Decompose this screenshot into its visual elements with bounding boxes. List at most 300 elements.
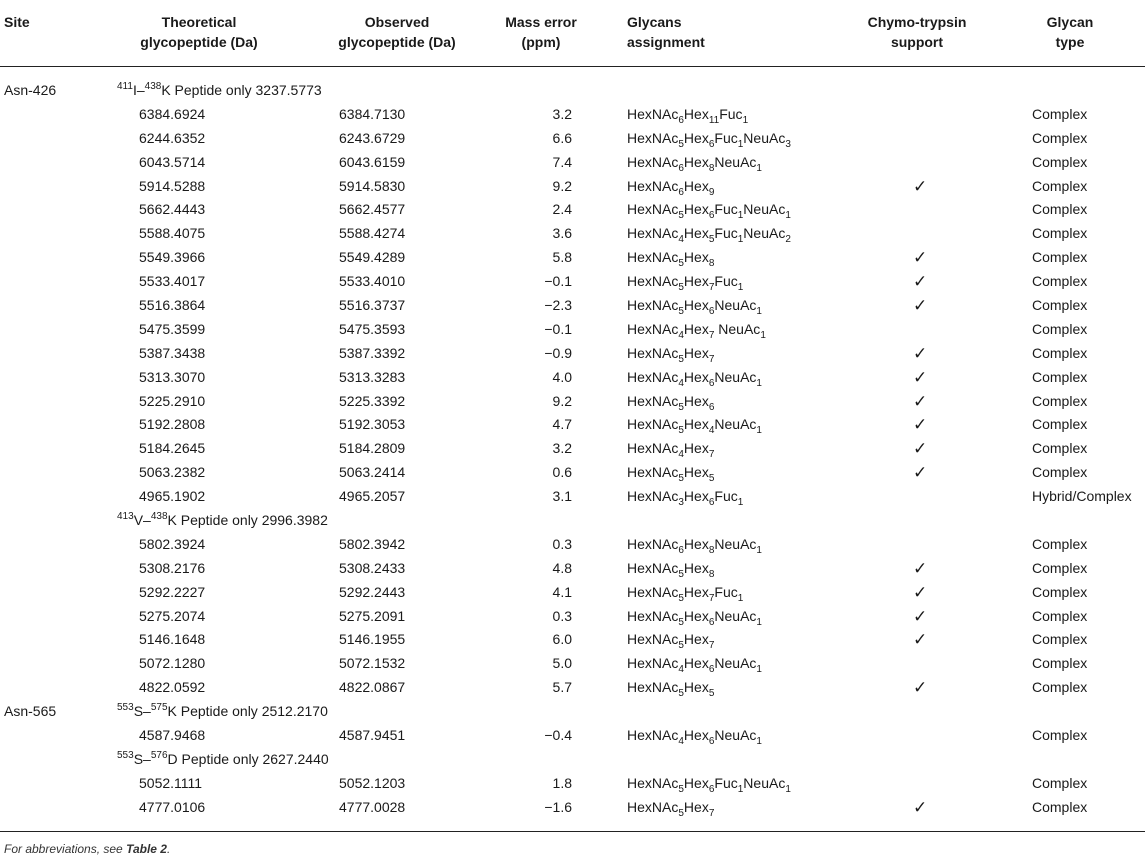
mass-error: 4.1 bbox=[552, 583, 572, 600]
table-row bbox=[0, 533, 1145, 557]
glycan-composition bbox=[627, 485, 743, 509]
observed-mass: 5052.1203 bbox=[339, 774, 406, 791]
table-row bbox=[0, 175, 1145, 199]
glycan-count: 6 bbox=[708, 210, 715, 222]
peptide-start-residue: S bbox=[133, 703, 144, 720]
glycan-residue: Fuc bbox=[714, 201, 738, 218]
glycan-type: Complex bbox=[1032, 129, 1088, 146]
check-icon: ✓ bbox=[913, 582, 928, 602]
table-row bbox=[0, 103, 1145, 127]
glycan-residue: HexNAc bbox=[627, 774, 679, 791]
mass-error: 1.8 bbox=[552, 774, 572, 791]
glycan-type: Complex bbox=[1032, 297, 1088, 314]
glycan-residue: HexNAc bbox=[627, 368, 679, 385]
glycan-residue: Hex bbox=[683, 129, 709, 146]
check-icon: ✓ bbox=[913, 439, 928, 459]
glycan-type: Complex bbox=[1032, 225, 1088, 242]
glycan-count: 5 bbox=[678, 258, 684, 270]
glycan-count: 6 bbox=[708, 664, 715, 676]
glycan-residue: NeuAc bbox=[714, 368, 757, 385]
table-footnote: For abbreviations, see Table 2. bbox=[4, 842, 171, 856]
table-row bbox=[0, 127, 1145, 151]
table-row bbox=[0, 676, 1145, 700]
peptide-label: $^{553}$S–$^{576}$D Peptide only 2627.2440 bbox=[117, 749, 329, 767]
glycan-count: 1 bbox=[737, 783, 744, 795]
glycan-type: Complex bbox=[1032, 631, 1088, 648]
glycan-composition bbox=[627, 652, 762, 676]
glycan-composition bbox=[627, 294, 762, 318]
mass-error: 9.2 bbox=[552, 177, 572, 194]
glycan-count: 5 bbox=[678, 210, 684, 222]
observed-mass: 5914.5830 bbox=[339, 177, 406, 194]
header-glycans: Glycans assignment bbox=[627, 14, 705, 50]
glycan-count: 1 bbox=[742, 114, 749, 126]
glycan-composition bbox=[627, 390, 714, 414]
glycan-count: 1 bbox=[785, 783, 791, 795]
glycan-type: Complex bbox=[1032, 774, 1088, 791]
glycan-type: Complex bbox=[1032, 535, 1088, 552]
glycan-residue: NeuAc bbox=[743, 129, 786, 146]
peptide-only-label: Peptide only bbox=[170, 82, 256, 98]
glycan-count: 7 bbox=[708, 640, 715, 652]
check-icon: ✓ bbox=[913, 630, 928, 650]
table-row bbox=[0, 557, 1145, 581]
theoretical-mass: 5072.1280 bbox=[139, 655, 206, 672]
glycan-composition bbox=[627, 557, 714, 581]
glycan-composition bbox=[627, 246, 714, 270]
glycan-residue: HexNAc bbox=[627, 727, 679, 744]
glycan-residue: Hex bbox=[683, 225, 709, 242]
glycan-count: 5 bbox=[678, 353, 684, 365]
observed-mass: 5662.4577 bbox=[339, 201, 406, 218]
glycan-count: 6 bbox=[678, 162, 684, 174]
observed-mass: 4587.9451 bbox=[339, 727, 406, 744]
glycan-residue: HexNAc bbox=[627, 225, 679, 242]
glycan-composition bbox=[627, 366, 762, 390]
glycan-count: 7 bbox=[708, 353, 715, 365]
observed-mass: 5387.3392 bbox=[339, 344, 406, 361]
glycan-type: Complex bbox=[1032, 177, 1088, 194]
observed-mass: 5588.4274 bbox=[339, 225, 406, 242]
glycan-residue: Hex bbox=[683, 105, 709, 122]
observed-mass: 6384.7130 bbox=[339, 105, 406, 122]
glycan-count: 8 bbox=[708, 568, 715, 580]
glycan-residue: NeuAc bbox=[714, 297, 757, 314]
glycan-residue: Fuc bbox=[714, 225, 738, 242]
observed-mass: 5308.2433 bbox=[339, 559, 406, 576]
mass-error: 2.4 bbox=[552, 201, 572, 218]
glycan-residue: Hex bbox=[683, 488, 709, 505]
glycan-residue: Hex bbox=[683, 655, 709, 672]
glycan-composition bbox=[627, 796, 714, 820]
peptide-label: $^{411}$I–$^{438}$K Peptide only 3237.5773 bbox=[117, 81, 322, 98]
peptide-start-residue: S bbox=[133, 750, 144, 767]
table-reference-link: Table 2 bbox=[126, 842, 167, 856]
glycan-count: 5 bbox=[678, 592, 684, 604]
mass-error: 0.6 bbox=[552, 464, 572, 481]
glycan-count: 5 bbox=[678, 138, 684, 150]
glycan-residue: NeuAc bbox=[743, 774, 786, 791]
peptide-mass: 2996.3982 bbox=[261, 512, 328, 529]
peptide-end-residue: K bbox=[161, 82, 171, 98]
glycan-residue: HexNAc bbox=[627, 607, 679, 624]
mass-error: −0.1 bbox=[544, 320, 572, 337]
mass-error: −0.9 bbox=[544, 344, 572, 361]
header-chymo: Chymo-trypsin support bbox=[867, 14, 967, 50]
glycan-composition bbox=[627, 318, 766, 342]
glycan-type: Complex bbox=[1032, 320, 1088, 337]
glycan-residue: HexNAc bbox=[627, 392, 679, 409]
glycan-residue: HexNAc bbox=[627, 416, 679, 433]
glycan-residue: NeuAc bbox=[714, 416, 757, 433]
peptide-end-position: 575 bbox=[150, 702, 168, 714]
glycan-residue: HexNAc bbox=[627, 177, 679, 194]
peptide-end-residue: D bbox=[167, 750, 178, 767]
mass-error: −1.6 bbox=[544, 798, 572, 815]
mass-error: −2.3 bbox=[544, 297, 572, 314]
observed-mass: 6243.6729 bbox=[339, 129, 406, 146]
glycan-composition bbox=[627, 533, 762, 557]
header-site: Site bbox=[4, 14, 30, 30]
observed-mass: 5146.1955 bbox=[339, 631, 406, 648]
mass-error: 9.2 bbox=[552, 392, 572, 409]
glycan-residue: NeuAc bbox=[743, 225, 786, 242]
glycan-residue: Hex bbox=[683, 440, 709, 457]
check-icon: ✓ bbox=[913, 558, 928, 578]
glycan-count: 5 bbox=[678, 282, 684, 294]
peptide-start-position: 413 bbox=[117, 511, 134, 523]
mass-error: 4.0 bbox=[552, 368, 572, 385]
glycan-count: 6 bbox=[678, 544, 684, 556]
glycan-type: Complex bbox=[1032, 201, 1088, 218]
peptide-only-label: Peptide only bbox=[176, 703, 262, 720]
observed-mass: 5533.4010 bbox=[339, 273, 406, 290]
glycan-type: Complex bbox=[1032, 153, 1088, 170]
table-row bbox=[0, 222, 1145, 246]
glycan-count: 6 bbox=[708, 306, 715, 318]
glycan-residue: Fuc bbox=[714, 273, 738, 290]
glycan-residue: NeuAc bbox=[714, 655, 757, 672]
peptide-label: $^{413}$V–$^{438}$K Peptide only 2996.3982 bbox=[117, 511, 328, 529]
peptide-end-position: 576 bbox=[150, 749, 168, 761]
table-row bbox=[0, 342, 1145, 366]
table-row bbox=[0, 437, 1145, 461]
mass-error: 3.2 bbox=[552, 440, 572, 457]
mass-error: 3.1 bbox=[552, 488, 572, 505]
table-row bbox=[0, 318, 1145, 342]
glycan-composition bbox=[627, 103, 748, 127]
glycan-count: 1 bbox=[756, 425, 762, 437]
table-row bbox=[0, 605, 1145, 629]
glycan-residue: NeuAc bbox=[714, 727, 757, 744]
glycan-count: 1 bbox=[756, 377, 762, 389]
glycan-residue: Hex bbox=[683, 679, 709, 696]
peptide-start-residue: I bbox=[132, 82, 137, 98]
glycan-count: 5 bbox=[708, 234, 715, 246]
glycan-count: 4 bbox=[678, 234, 684, 246]
glycan-count: 5 bbox=[678, 783, 684, 795]
theoretical-mass: 5475.3599 bbox=[139, 320, 206, 337]
theoretical-mass: 5192.2808 bbox=[139, 416, 206, 433]
glycan-residue: Hex bbox=[683, 559, 709, 576]
glycan-residue: Hex bbox=[683, 583, 709, 600]
peptide-start-position: 553 bbox=[117, 749, 134, 761]
theoretical-mass: 6043.5714 bbox=[139, 153, 206, 170]
glycan-count: 6 bbox=[708, 616, 715, 628]
theoretical-mass: 5533.4017 bbox=[139, 273, 206, 290]
glycan-count: 4 bbox=[708, 425, 715, 437]
site-cell: Asn-565 bbox=[4, 703, 57, 720]
header-theoretical: Theoretical glycopeptide (Da) bbox=[140, 14, 258, 50]
theoretical-mass: 6384.6924 bbox=[139, 105, 206, 122]
glycan-count: 1 bbox=[737, 210, 744, 222]
peptide-mass: 3237.5773 bbox=[255, 82, 322, 98]
glycan-residue: NeuAc bbox=[714, 607, 757, 624]
glycan-type: Complex bbox=[1032, 344, 1088, 361]
glycan-count: 1 bbox=[737, 497, 744, 509]
glycan-residue: HexNAc bbox=[627, 105, 679, 122]
table-row bbox=[0, 485, 1145, 509]
glycan-type: Complex bbox=[1032, 464, 1088, 481]
theoretical-mass: 5225.2910 bbox=[139, 392, 206, 409]
header-mass-error: Mass error (ppm) bbox=[505, 14, 577, 50]
glycan-count: 6 bbox=[708, 377, 715, 389]
glycan-composition bbox=[627, 222, 791, 246]
glycan-composition bbox=[627, 198, 791, 222]
table-row bbox=[0, 246, 1145, 270]
mass-error: 7.4 bbox=[552, 153, 572, 170]
glycan-count: 11 bbox=[708, 114, 720, 126]
peptide-row bbox=[0, 79, 1145, 103]
observed-mass: 6043.6159 bbox=[339, 153, 406, 170]
glycan-residue: Hex bbox=[683, 368, 709, 385]
observed-mass: 5292.2443 bbox=[339, 583, 406, 600]
mass-error: 4.8 bbox=[552, 559, 572, 576]
glycan-residue: HexNAc bbox=[627, 488, 679, 505]
glycan-residue: Hex bbox=[683, 344, 709, 361]
glycan-count: 4 bbox=[678, 377, 684, 389]
glycan-count: 6 bbox=[708, 736, 715, 748]
glycan-count: 1 bbox=[756, 162, 762, 174]
glycan-composition bbox=[627, 461, 714, 485]
glycan-count: 5 bbox=[678, 807, 684, 819]
glycan-count: 7 bbox=[708, 329, 715, 341]
theoretical-mass: 5052.1111 bbox=[139, 774, 203, 791]
glycan-residue: HexNAc bbox=[627, 201, 679, 218]
glycan-type: Complex bbox=[1032, 368, 1088, 385]
glycan-count: 5 bbox=[708, 473, 715, 485]
glycan-count: 1 bbox=[760, 329, 766, 341]
glycan-count: 8 bbox=[708, 162, 715, 174]
peptide-end-residue: K bbox=[167, 703, 177, 720]
peptide-label: $^{553}$S–$^{575}$K Peptide only 2512.2170 bbox=[117, 702, 328, 720]
observed-mass: 5072.1532 bbox=[339, 655, 406, 672]
mass-error: 5.0 bbox=[552, 655, 572, 672]
glycan-count: 4 bbox=[678, 736, 684, 748]
glycan-residue: HexNAc bbox=[627, 583, 679, 600]
mass-error: 5.8 bbox=[552, 249, 572, 266]
glycan-composition bbox=[627, 676, 714, 700]
theoretical-mass: 4587.9468 bbox=[139, 727, 206, 744]
glycan-composition bbox=[627, 772, 791, 796]
glycan-count: 7 bbox=[708, 282, 715, 294]
observed-mass: 5275.2091 bbox=[339, 607, 406, 624]
glycan-residue: Hex bbox=[683, 177, 709, 194]
table-row bbox=[0, 294, 1145, 318]
glycan-count: 5 bbox=[678, 568, 684, 580]
glycan-count: 6 bbox=[678, 186, 684, 198]
observed-mass: 4822.0867 bbox=[339, 679, 406, 696]
glycan-residue: HexNAc bbox=[627, 249, 679, 266]
glycan-composition bbox=[627, 581, 743, 605]
glycan-type: Complex bbox=[1032, 416, 1088, 433]
glycan-count: 6 bbox=[708, 401, 715, 413]
mass-error: 6.0 bbox=[552, 631, 572, 648]
glycan-count: 5 bbox=[708, 688, 715, 700]
check-icon: ✓ bbox=[913, 367, 928, 387]
table-row bbox=[0, 151, 1145, 175]
glycan-residue: HexNAc bbox=[627, 679, 679, 696]
theoretical-mass: 5549.3966 bbox=[139, 249, 206, 266]
check-icon: ✓ bbox=[913, 176, 928, 196]
mass-error: 4.7 bbox=[552, 416, 572, 433]
glycan-count: 4 bbox=[678, 664, 684, 676]
glycan-count: 5 bbox=[678, 688, 684, 700]
glycan-count: 5 bbox=[678, 640, 684, 652]
glycan-count: 1 bbox=[737, 138, 744, 150]
header-divider bbox=[0, 66, 1145, 67]
table-row bbox=[0, 724, 1145, 748]
theoretical-mass: 5146.1648 bbox=[139, 631, 206, 648]
glycan-type: Complex bbox=[1032, 440, 1088, 457]
glycan-count: 6 bbox=[678, 114, 684, 126]
glycan-composition bbox=[627, 413, 762, 437]
observed-mass: 4777.0028 bbox=[339, 798, 406, 815]
glycan-count: 2 bbox=[785, 234, 791, 246]
glycan-count: 1 bbox=[756, 306, 762, 318]
glycan-composition bbox=[627, 628, 714, 652]
glycan-residue: HexNAc bbox=[627, 153, 679, 170]
theoretical-mass: 5292.2227 bbox=[139, 583, 206, 600]
glycan-count: 7 bbox=[708, 807, 715, 819]
table-row bbox=[0, 366, 1145, 390]
check-icon: ✓ bbox=[913, 606, 928, 626]
glycan-type: Complex bbox=[1032, 105, 1088, 122]
peptide-end-position: 438 bbox=[144, 81, 162, 92]
table-row bbox=[0, 581, 1145, 605]
glycan-composition bbox=[627, 437, 714, 461]
table-row bbox=[0, 772, 1145, 796]
table-row bbox=[0, 461, 1145, 485]
glycan-residue: Hex bbox=[683, 153, 709, 170]
glycan-residue: Hex bbox=[683, 798, 709, 815]
glycan-count: 1 bbox=[737, 234, 744, 246]
glycan-residue: NeuAc bbox=[714, 535, 757, 552]
peptide-start-residue: V bbox=[133, 512, 144, 529]
table-row bbox=[0, 652, 1145, 676]
glycan-composition bbox=[627, 270, 743, 294]
glycan-residue: HexNAc bbox=[627, 631, 679, 648]
peptide-only-label: Peptide only bbox=[177, 750, 263, 767]
glycan-residue: HexNAc bbox=[627, 559, 679, 576]
peptide-row bbox=[0, 509, 1145, 533]
glycan-type: Complex bbox=[1032, 655, 1088, 672]
theoretical-mass: 5516.3864 bbox=[139, 297, 206, 314]
table-bottom-rule bbox=[0, 831, 1145, 832]
table-row bbox=[0, 413, 1145, 437]
observed-mass: 5549.4289 bbox=[339, 249, 406, 266]
glycan-count: 1 bbox=[785, 210, 791, 222]
table-row bbox=[0, 270, 1145, 294]
mass-error: −0.4 bbox=[544, 727, 572, 744]
glycan-residue: Hex bbox=[683, 607, 709, 624]
mass-error: 0.3 bbox=[552, 607, 572, 624]
glycan-residue: Hex bbox=[683, 273, 709, 290]
theoretical-mass: 5914.5288 bbox=[139, 177, 206, 194]
glycan-type: Complex bbox=[1032, 559, 1088, 576]
observed-mass: 4965.2057 bbox=[339, 488, 406, 505]
peptide-end-residue: K bbox=[167, 512, 177, 529]
glycan-count: 1 bbox=[737, 592, 744, 604]
glycan-residue: HexNAc bbox=[627, 273, 679, 290]
theoretical-mass: 5184.2645 bbox=[139, 440, 206, 457]
table-body bbox=[0, 79, 1145, 820]
glycan-count: 8 bbox=[708, 544, 715, 556]
header-glycan-type: Glycan type bbox=[1046, 14, 1094, 50]
glycan-residue: Fuc bbox=[714, 488, 738, 505]
table-row bbox=[0, 390, 1145, 414]
peptide-only-label: Peptide only bbox=[176, 512, 262, 529]
glycan-residue: NeuAc bbox=[714, 153, 757, 170]
observed-mass: 5313.3283 bbox=[339, 368, 406, 385]
check-icon: ✓ bbox=[913, 391, 928, 411]
theoretical-mass: 5313.3070 bbox=[139, 368, 206, 385]
glycan-count: 4 bbox=[678, 449, 684, 461]
glycan-count: 6 bbox=[708, 138, 715, 150]
glycan-composition bbox=[627, 342, 714, 366]
glycan-residue: Fuc bbox=[714, 774, 738, 791]
mass-error: 3.2 bbox=[552, 105, 572, 122]
observed-mass: 5475.3593 bbox=[339, 320, 406, 337]
glycan-count: 6 bbox=[708, 497, 715, 509]
glycan-type: Complex bbox=[1032, 273, 1088, 290]
glycan-residue: HexNAc bbox=[627, 440, 679, 457]
mass-error: 3.6 bbox=[552, 225, 572, 242]
theoretical-mass: 5662.4443 bbox=[139, 201, 206, 218]
glycan-count: 4 bbox=[678, 329, 684, 341]
glycan-count: 1 bbox=[756, 664, 762, 676]
check-icon: ✓ bbox=[913, 296, 928, 316]
glycan-residue: NeuAc bbox=[714, 320, 761, 337]
table-row bbox=[0, 628, 1145, 652]
peptide-mass: 2512.2170 bbox=[261, 703, 328, 720]
glycan-count: 7 bbox=[708, 592, 715, 604]
glycan-type: Complex bbox=[1032, 392, 1088, 409]
glycan-residue: HexNAc bbox=[627, 535, 679, 552]
glycan-type: Complex bbox=[1032, 583, 1088, 600]
glycan-composition bbox=[627, 151, 762, 175]
glycan-count: 7 bbox=[708, 449, 715, 461]
glycan-residue: Fuc bbox=[714, 583, 738, 600]
peptide-row bbox=[0, 700, 1145, 724]
glycan-type: Complex bbox=[1032, 607, 1088, 624]
mass-error: 0.3 bbox=[552, 535, 572, 552]
glycan-residue: HexNAc bbox=[627, 320, 679, 337]
theoretical-mass: 4777.0106 bbox=[139, 798, 206, 815]
peptide-end-position: 438 bbox=[150, 511, 168, 523]
glycan-residue: NeuAc bbox=[743, 201, 786, 218]
peptide-start-position: 553 bbox=[117, 702, 134, 714]
